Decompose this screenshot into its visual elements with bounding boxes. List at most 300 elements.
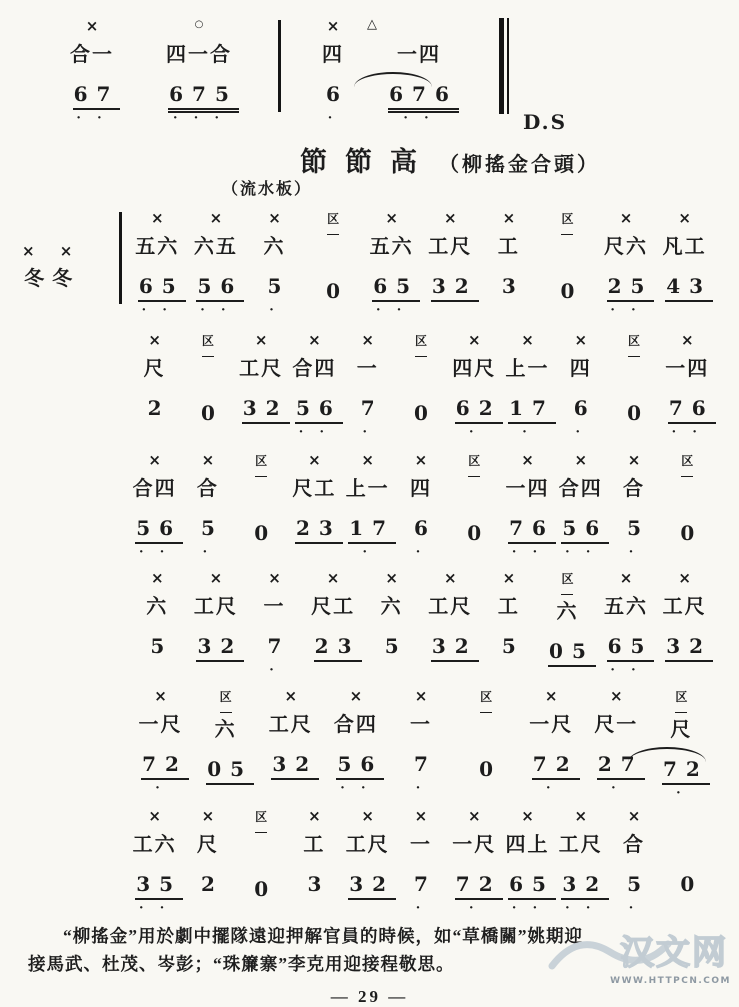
ban-mark: ×: [443, 209, 457, 227]
footnote-line-2: 接馬武、杜茂、岑彭；“珠簾寨”李克用迎接程敬思。: [28, 954, 455, 975]
gongche-text: 合四: [558, 478, 603, 500]
jianpu-number: [668, 396, 715, 426]
ban-mark: ×: [681, 331, 694, 349]
gongche-text: 六: [380, 596, 403, 618]
note-cell: [187, 208, 246, 320]
jianpu-number: [607, 274, 654, 304]
ban-mark: ×: [154, 687, 167, 705]
jianpu-digits: 17: [508, 396, 556, 424]
ban-mark: ×: [308, 807, 321, 825]
ban-mark: ×: [502, 569, 516, 587]
ban-mark: ×: [361, 807, 374, 825]
octave-dots: ·: [415, 544, 427, 560]
note-cell: [538, 568, 597, 685]
jianpu-number: [141, 752, 188, 782]
music-line-3: [128, 450, 714, 567]
gongche-text: 六: [146, 596, 169, 618]
note-cell: [501, 806, 554, 918]
jianpu-digits: 0: [254, 877, 278, 901]
ban-mark: [685, 806, 690, 828]
jianpu-number: [501, 634, 525, 664]
gongche-text: 工尺: [558, 834, 603, 856]
gongche-text: 工尺: [239, 358, 284, 380]
octave-dots: ·: [415, 780, 427, 796]
jianpu-number: [372, 274, 420, 304]
jianpu-number: [253, 521, 278, 551]
note-cell: [480, 208, 539, 320]
gongche-text: 尺工: [292, 478, 337, 500]
jianpu-digits: 5: [627, 516, 650, 540]
ban-mark: ×: [619, 209, 633, 227]
octave-dots: · ·: [511, 900, 544, 916]
jianpu-number: [413, 872, 437, 902]
gongche-text: 一四: [397, 44, 441, 66]
ds-label: D.S: [523, 110, 568, 134]
note-cell: [448, 806, 501, 918]
yan-mark: 区: [220, 690, 232, 713]
note-cell: [235, 330, 288, 442]
jianpu-digits: 23: [314, 634, 362, 662]
jianpu-number: [662, 757, 709, 787]
jianpu-digits: 17: [348, 516, 396, 544]
note-cell: [46, 16, 138, 128]
note-cell: [554, 450, 607, 562]
jianpu-digits: 5: [501, 634, 525, 658]
jianpu-number: [200, 516, 224, 546]
jianpu-number: [413, 401, 437, 431]
intro-music-line: [46, 16, 568, 134]
ban-mark: ×: [148, 451, 161, 469]
note-cell: [181, 330, 234, 447]
ban-mark: ×: [326, 569, 340, 587]
ban-mark: ×: [502, 209, 516, 227]
gongche-text: 尺六: [604, 236, 649, 258]
jianpu-number: [336, 752, 384, 782]
ban-mark: ×: [326, 17, 340, 35]
ban-mark: ×: [308, 451, 321, 469]
jianpu-digits: 0: [254, 521, 278, 545]
jianpu-digits: 675: [168, 82, 239, 113]
note-cell: [584, 686, 649, 798]
jianpu-digits: 72: [532, 752, 580, 780]
jianpu-number: [314, 634, 361, 664]
ban-mark: ×: [148, 331, 161, 349]
octave-dots: · ·: [564, 544, 597, 560]
jianpu-digits: 6: [573, 396, 597, 420]
jianpu-digits: 56: [135, 516, 183, 544]
gongche-text: 五六: [369, 236, 414, 258]
jianpu-digits: 5: [627, 872, 650, 896]
note-cell: [301, 16, 365, 128]
octave-dots: ·: [575, 424, 587, 440]
gongche-text: 四: [569, 358, 592, 380]
gongche-text: 一: [409, 834, 432, 856]
gongche-text: 五六: [135, 236, 180, 258]
gongche-text: 五六: [604, 596, 649, 618]
ban-mark: ×: [361, 331, 374, 349]
ban-mark: ×: [521, 331, 534, 349]
note-cell: [323, 686, 388, 798]
jianpu-digits: 62: [455, 396, 503, 424]
note-cell: [193, 686, 258, 803]
jianpu-digits: 7: [414, 872, 437, 896]
jianpu-digits: 3: [501, 274, 525, 298]
note-cell: [607, 806, 660, 918]
jianpu-number: [360, 396, 384, 426]
octave-dots: ·: [202, 544, 214, 560]
jianpu-number: [508, 516, 555, 546]
ban-mark: ×: [443, 569, 457, 587]
note-cell: [288, 330, 341, 442]
gongche-text: 上一: [505, 358, 550, 380]
jianpu-number: [679, 521, 704, 551]
gongche-text: 一尺: [452, 834, 497, 856]
jianpu-number: [206, 757, 254, 787]
gongche-text: 四尺: [452, 358, 497, 380]
note-cell: [304, 568, 363, 680]
octave-dots: ·: [521, 424, 533, 440]
footnote-line-1: “柳搖金”用於劇中擺隊遠迎押解官員的時候，如“草橋關”姚期迎: [63, 926, 583, 946]
ban-mark: ×: [619, 569, 633, 587]
jianpu-digits: 56: [336, 752, 384, 780]
gongche-text: 四上: [505, 834, 550, 856]
circle-mark: ○: [194, 19, 204, 30]
music-line-4: [128, 568, 714, 685]
beat-marks: × ×: [22, 242, 83, 260]
jianpu-digits: 25: [607, 274, 655, 302]
watermark-chars: 汉文网: [620, 935, 728, 972]
octave-dots: ·: [675, 785, 687, 801]
note-cell: [181, 806, 234, 918]
ban-mark: ×: [521, 451, 534, 469]
gongche-text: 工尺: [345, 834, 390, 856]
octave-dots: · ·: [141, 302, 174, 318]
barline: [278, 20, 281, 112]
jianpu-number: [548, 639, 595, 669]
jianpu-number: [478, 757, 503, 787]
ban-mark: ×: [254, 331, 268, 349]
jianpu-digits: 23: [295, 516, 343, 544]
jianpu-number: [626, 401, 650, 431]
jianpu-digits: 6: [414, 516, 437, 540]
jianpu-digits: 0: [467, 521, 491, 545]
note-cell: [421, 568, 480, 680]
note-cell: [341, 806, 394, 918]
music-line-6: [128, 806, 714, 923]
gongche-text: 一: [356, 358, 379, 380]
jianpu-number: [306, 872, 331, 902]
jianpu-number: [196, 634, 244, 664]
gongche-text: 上一: [345, 478, 390, 500]
octave-dots: · ·: [403, 110, 435, 126]
gongche-text: 工尺: [268, 714, 313, 736]
ban-mark: ×: [361, 451, 374, 469]
jianpu-number: [73, 82, 120, 112]
jianpu-digits: 56: [196, 274, 244, 302]
jianpu-number: [348, 872, 396, 902]
gongche-text: 合: [623, 834, 646, 856]
jianpu-digits: 72: [141, 752, 189, 780]
final-double-barline: [499, 18, 509, 114]
yan-mark: 区: [628, 334, 640, 357]
jianpu-digits: 65: [138, 274, 186, 302]
ban-mark: ×: [201, 451, 215, 469]
ban-mark: ×: [574, 807, 588, 825]
yan-mark: 区: [255, 454, 267, 477]
octave-dots: ·: [268, 302, 280, 318]
note-cell: [128, 568, 187, 680]
ban-mark: ×: [627, 451, 641, 469]
octave-dots: ·: [362, 544, 374, 560]
ban-mark: ×: [148, 807, 161, 825]
jianpu-number: [267, 634, 291, 664]
octave-dots: · ·: [76, 110, 108, 126]
note-cell: [661, 450, 714, 567]
jianpu-digits: 5: [150, 634, 174, 658]
gongche-text: 尺: [143, 358, 166, 380]
ban-mark: ×: [467, 331, 481, 349]
octave-dots: · ·: [138, 900, 171, 916]
jianpu-digits: 32: [242, 396, 290, 424]
jianpu-number: [431, 274, 478, 304]
yan-mark: 区: [415, 334, 427, 357]
site-watermark: [548, 918, 733, 988]
jianpu-digits: 65: [372, 274, 420, 302]
jianpu-digits: 32: [665, 634, 713, 662]
jianpu-digits: 0: [414, 401, 437, 425]
jianpu-number: [168, 82, 238, 112]
note-cell: [661, 806, 714, 918]
jianpu-number: [253, 877, 278, 907]
jianpu-digits: 32: [271, 752, 319, 780]
ban-mark: ×: [308, 331, 321, 349]
gongche-text: 四一合: [166, 44, 232, 66]
gongche-text: 一四: [665, 358, 710, 380]
note-cell: [394, 330, 447, 447]
gongche-text: 四: [409, 478, 432, 500]
gongche-text: 合: [623, 478, 646, 500]
gongche-text: 工尺: [662, 596, 707, 618]
jianpu-digits: 05: [548, 639, 596, 667]
title-main: 節節高: [300, 147, 435, 177]
page-number: — 29 —: [330, 987, 409, 1006]
gongche-text: 六: [263, 236, 286, 258]
note-cell: [341, 450, 394, 562]
jianpu-number: [388, 82, 458, 112]
gongche-text: 一: [409, 714, 432, 736]
jianpu-digits: 0: [680, 521, 704, 545]
jianpu-digits: 5: [384, 634, 408, 658]
octave-dots: · ·: [610, 302, 642, 318]
jianpu-number: [626, 872, 650, 902]
jianpu-number: [561, 872, 609, 902]
note-cell: [538, 208, 597, 325]
ban-mark: ×: [385, 569, 398, 587]
jianpu-digits: 0: [627, 401, 650, 425]
jianpu-digits: 67: [73, 82, 121, 110]
note-cell: [362, 208, 421, 320]
jianpu-number: [325, 82, 349, 112]
jianpu-number: [573, 396, 597, 426]
octave-dots: · · ·: [172, 110, 226, 126]
jianpu-digits: 7: [360, 396, 384, 420]
yan-mark: 区: [202, 334, 214, 357]
octave-dots: · ·: [375, 302, 408, 318]
jianpu-digits: 43: [665, 274, 713, 302]
octave-dots: · ·: [564, 900, 597, 916]
jianpu-digits: 2: [200, 872, 224, 896]
gongche-text: 合四: [292, 358, 337, 380]
jianpu-digits: 2: [147, 396, 171, 420]
jianpu-digits: 32: [431, 634, 479, 662]
gongche-text: 工: [497, 596, 520, 618]
ban-mark: ×: [414, 687, 428, 705]
ban-mark: ×: [678, 569, 691, 587]
note-cell: [245, 208, 304, 320]
note-cell: [187, 568, 246, 680]
note-cell: [258, 686, 323, 798]
jianpu-digits: 3: [307, 872, 331, 896]
jianpu-number: [665, 274, 713, 304]
music-line-5: [128, 686, 714, 803]
note-cell: [421, 208, 480, 320]
yan-mark: 区: [561, 212, 573, 235]
note-cell: [448, 330, 501, 442]
jianpu-digits: 72: [662, 757, 710, 785]
gongche-text: 合: [196, 478, 219, 500]
jianpu-number: [532, 752, 579, 782]
note-cell: [128, 686, 193, 798]
percussion-prefix: [22, 242, 82, 291]
note-cell: [655, 568, 714, 680]
ban-mark: ×: [574, 451, 588, 469]
note-cell: [501, 450, 554, 562]
octave-dots: ·: [327, 110, 339, 126]
ban-mark: ×: [85, 17, 99, 35]
note-cell: [128, 208, 187, 320]
intro-right-cells: [301, 16, 473, 128]
octave-dots: ·: [628, 900, 640, 916]
jianpu-number: [135, 872, 183, 902]
ban-mark: ×: [284, 687, 298, 705]
octave-dots: · ·: [138, 544, 171, 560]
gongche-text: 一尺: [138, 714, 183, 736]
note-cell: [454, 686, 519, 803]
note-cell: [554, 330, 607, 442]
note-cell: [480, 568, 539, 680]
note-cell: [304, 208, 363, 325]
jianpu-number: [679, 872, 704, 902]
ban-mark: ×: [151, 209, 164, 227]
page-title: [300, 140, 600, 179]
gongche-text: 一四: [505, 478, 550, 500]
jianpu-digits: 65: [607, 634, 655, 662]
jianpu-digits: 0: [680, 872, 704, 896]
jianpu-digits: 0: [200, 401, 224, 425]
jianpu-number: [455, 396, 502, 426]
note-cell: [245, 568, 304, 680]
octave-dots: ·: [468, 424, 480, 440]
jianpu-digits: 32: [196, 634, 244, 662]
note-cell: [394, 450, 447, 562]
yan-mark: 区: [327, 212, 339, 235]
ban-mark: ×: [678, 209, 691, 227]
gongche-text: 工: [303, 834, 326, 856]
jianpu-number: [271, 752, 319, 782]
note-cell: [501, 330, 554, 442]
jianpu-number: [267, 274, 291, 304]
jianpu-number: [607, 634, 654, 664]
yan-mark: 区: [681, 454, 693, 477]
jianpu-digits: 32: [561, 872, 609, 900]
ban-mark: ×: [610, 687, 623, 705]
jianpu-number: [413, 516, 437, 546]
jianpu-number: [295, 516, 342, 546]
ban-mark: ×: [151, 569, 164, 587]
octave-dots: · ·: [610, 662, 642, 678]
ban-mark: ×: [209, 209, 223, 227]
gongche-text: 工尺: [428, 236, 473, 258]
gongche-text: 四: [322, 44, 344, 66]
gongche-text: 合一: [70, 44, 114, 66]
jianpu-digits: 27: [597, 752, 645, 780]
jianpu-number: [561, 516, 609, 546]
ban-mark: ×: [574, 331, 588, 349]
gongche-text: 尺: [670, 719, 693, 741]
note-cell: [235, 806, 288, 923]
jianpu-digits: 7: [414, 752, 437, 776]
jianpu-digits: 05: [206, 757, 254, 785]
jianpu-digits: 6: [326, 82, 349, 106]
note-cell: [128, 450, 181, 562]
note-cell: [362, 568, 421, 680]
jianpu-number: [501, 274, 525, 304]
jianpu-digits: 76: [508, 516, 556, 544]
octave-dots: · ·: [511, 544, 544, 560]
barline: [119, 212, 122, 304]
jianpu-number: [455, 872, 502, 902]
octave-dots: ·: [545, 780, 557, 796]
jianpu-number: [559, 279, 584, 309]
ban-mark: ×: [201, 807, 215, 825]
gongche-text: 工: [497, 236, 520, 258]
jianpu-number: [135, 516, 183, 546]
intro-left-cells: [46, 16, 260, 128]
note-cell: [181, 450, 234, 562]
note-cell: [288, 806, 341, 918]
jianpu-number: [508, 396, 555, 426]
yan-mark: 区: [468, 454, 480, 477]
jianpu-digits: 676: [388, 82, 459, 113]
note-cell: [661, 330, 714, 442]
note-cell: [554, 806, 607, 918]
note-cell: [128, 806, 181, 918]
jianpu-digits: 7: [267, 634, 291, 658]
note-cell: [365, 16, 473, 128]
yan-mark: 区: [561, 572, 573, 595]
jianpu-number: [138, 274, 185, 304]
jianpu-digits: 0: [479, 757, 503, 781]
jianpu-digits: 5: [267, 274, 291, 298]
gongche-text: 六五: [193, 236, 238, 258]
jianpu-number: [508, 872, 555, 902]
tempo-label: （流水板）: [222, 181, 313, 198]
music-line-2: [128, 330, 714, 447]
gongche-text: 尺: [196, 834, 219, 856]
jianpu-number: [149, 634, 174, 664]
gongche-text: 合四: [333, 714, 378, 736]
jianpu-number: [242, 396, 289, 426]
